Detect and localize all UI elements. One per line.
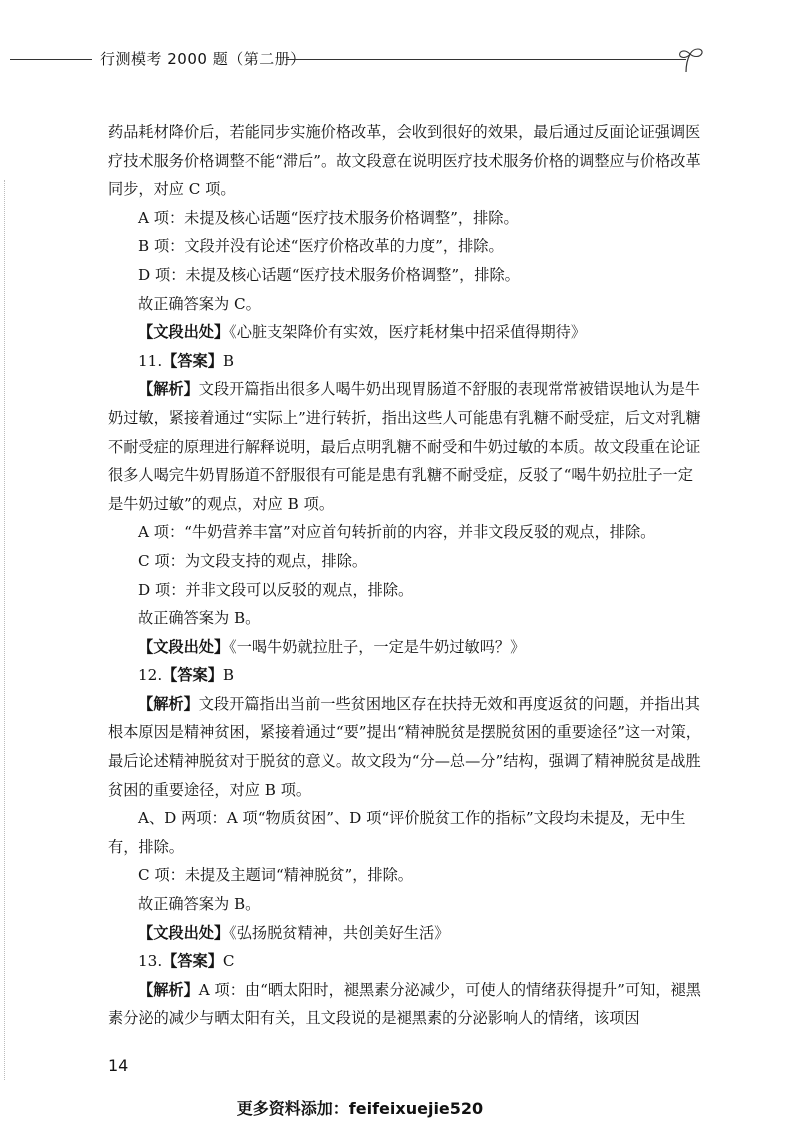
- header-rule-left: [10, 59, 92, 60]
- question-number: 13.: [138, 952, 163, 971]
- paragraph: [108, 518, 704, 547]
- paragraph-text: C: [222, 952, 235, 971]
- paragraph-text: D 项：未提及核心话题“医疗技术服务价格调整”，排除。: [138, 265, 520, 284]
- header-rule-right: [286, 59, 686, 60]
- paragraph-text: D 项：并非文段可以反驳的观点，排除。: [138, 580, 414, 599]
- paragraph: [108, 633, 704, 662]
- running-header: [0, 46, 800, 72]
- footer-note: 更多资料添加：feifeixuejie520: [236, 1099, 484, 1118]
- paragraph-text: B 项：文段并没有论述“医疗价格改革的力度”，排除。: [138, 237, 504, 256]
- paragraph: [108, 261, 704, 290]
- paragraph: [108, 690, 704, 804]
- section-label: 【答案】: [162, 952, 223, 971]
- paragraph: [108, 547, 704, 576]
- paragraph-text: 《心脏支架降价有实效，医疗耗材集中招采值得期待》: [229, 323, 587, 342]
- paragraph-text: B: [222, 351, 235, 370]
- section-label: 【答案】: [162, 351, 223, 370]
- paragraph: [108, 890, 704, 919]
- paragraph-text: 文段开篇指出当前一些贫困地区存在扶持无效和再度返贫的问题，并指出其根本原因是精神贫困，紧接着通过“要”提出“精神脱贫是摆脱贫困的重要途径”这一对策，最后论述精神脱贫对于脱贫的意义。故文段为“分—总—分”结构，强调了精神脱贫是战胜贫困的重要途径，对应 B 项。: [108, 694, 701, 799]
- section-label: 【文段出处】: [138, 637, 230, 656]
- sprout-icon: [676, 46, 706, 74]
- section-label: 【解析】: [138, 380, 199, 399]
- paragraph: [108, 232, 704, 261]
- paragraph: [108, 576, 704, 605]
- page-number: 14: [108, 1056, 129, 1075]
- paragraph: [108, 861, 704, 890]
- paragraph-text: 药品耗材降价后，若能同步实施价格改革，会收到很好的效果，最后通过反面论证强调医疗技术服务价格调整不能“滞后”。故文段意在说明医疗技术服务价格的调整应与价格改革同步，对应 C 项。: [108, 123, 701, 199]
- margin-dots: [4, 180, 7, 1080]
- question-number: 11.: [138, 351, 163, 370]
- paragraph: [108, 318, 704, 347]
- paragraph: [108, 118, 704, 204]
- paragraph-text: 文段开篇指出很多人喝牛奶出现胃肠道不舒服的表现常常被错误地认为是牛奶过敏，紧接着通过“实际上”进行转折，指出这些人可能患有乳糖不耐受症，后文对乳糖不耐受症的原理进行解释说明，最后点明乳糖不耐受和牛奶过敏的本质。故文段重在论证很多人喝完牛奶胃肠道不舒服很有可能是患有乳糖不耐受症，反驳了“喝牛奶拉肚子一定是牛奶过敏”的观点，对应 B 项。: [108, 380, 701, 513]
- paragraph: [108, 919, 704, 948]
- paragraph-text: A 项：由“晒太阳时，褪黑素分泌减少，可使人的情绪获得提升”可知，褪黑素分泌的减少与晒太阳有关，且文段说的是褪黑素的分泌影响人的情绪，该项因: [108, 980, 701, 1028]
- paragraph-text: 故正确答案为 C。: [138, 294, 261, 313]
- paragraph-text: A 项：未提及核心话题“医疗技术服务价格调整”，排除。: [138, 208, 519, 227]
- section-label: 【解析】: [138, 694, 199, 713]
- paragraph-text: A 项：“牛奶营养丰富”对应首句转折前的内容，并非文段反驳的观点，排除。: [138, 523, 656, 542]
- paragraph: [108, 947, 704, 976]
- answer-explanation-body: [108, 118, 704, 1033]
- paragraph-text: B: [222, 666, 235, 685]
- paragraph-text: 故正确答案为 B。: [138, 609, 261, 628]
- paragraph: [108, 347, 704, 376]
- paragraph: [108, 375, 704, 518]
- question-number: 12.: [138, 666, 163, 685]
- paragraph: [108, 604, 704, 633]
- paragraph: [108, 290, 704, 319]
- paragraph: [108, 661, 704, 690]
- section-label: 【答案】: [162, 666, 223, 685]
- section-label: 【文段出处】: [138, 323, 230, 342]
- paragraph-text: 《一喝牛奶就拉肚子，一定是牛奶过敏吗？》: [229, 637, 526, 656]
- paragraph-text: C 项：未提及主题词“精神脱贫”，排除。: [138, 866, 413, 885]
- section-label: 【文段出处】: [138, 923, 230, 942]
- paragraph-text: 《弘扬脱贫精神，共创美好生活》: [229, 923, 450, 942]
- paragraph: [108, 804, 704, 861]
- paragraph: [108, 976, 704, 1033]
- section-label: 【解析】: [138, 980, 199, 999]
- paragraph-text: C 项：为文段支持的观点，排除。: [138, 551, 368, 570]
- paragraph-text: A、D 两项：A 项“物质贫困”、D 项“评价脱贫工作的指标”文段均未提及，无中生有，排除。: [108, 809, 686, 856]
- paragraph-text: 故正确答案为 B。: [138, 895, 261, 914]
- header-title: 行测模考 2000 题（第二册）: [100, 50, 306, 68]
- paragraph: [108, 204, 704, 233]
